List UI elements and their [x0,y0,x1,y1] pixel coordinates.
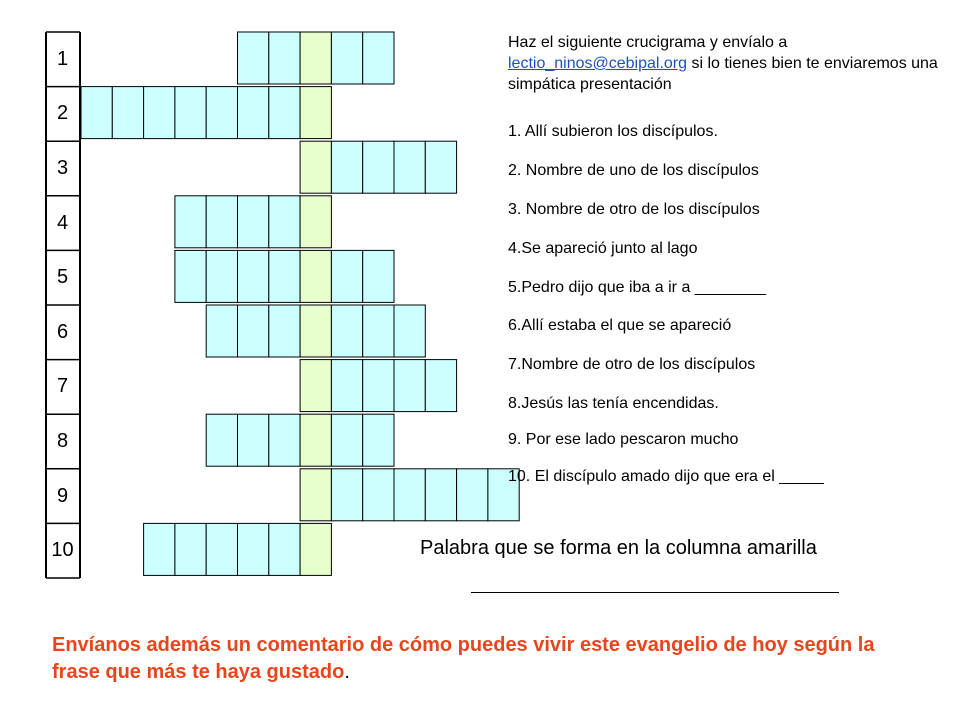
crossword-cell-r7-c11[interactable] [394,360,425,412]
crossword-cell-r6-c11[interactable] [394,305,425,357]
instructions-before-email: Haz el siguiente crucigrama y envíalo a [508,34,788,51]
clue-9: 9. Por ese lado pescaron mucho [508,431,739,448]
crossword-cell-r6-c10[interactable] [363,305,394,357]
footer-period: . [344,661,350,683]
row-number-7: 7 [56,375,69,398]
row-number-6: 6 [56,320,69,343]
crossword-cell-r8-c6[interactable] [238,414,269,466]
crossword-cell-r1-c9[interactable] [331,32,362,84]
crossword-cell-r4-c4[interactable] [175,196,206,248]
email-link[interactable]: lectio_ninos@cebipal.org [508,55,688,72]
crossword-cell-r1-c7[interactable] [269,32,300,84]
crossword-cell-r9-c12[interactable] [425,469,456,521]
crossword-cell-r10-c5[interactable] [206,523,237,575]
crossword-cell-r10-c3[interactable] [144,523,175,575]
row-number-10: 10 [51,539,74,562]
crossword-cell-r3-c9[interactable] [331,141,362,193]
row-number-8: 8 [56,429,69,452]
crossword-cell-r2-c8[interactable] [300,87,331,139]
footer-text: Envíanos además un comentario de cómo puedes vivir este evangelio de hoy según la frase que más te haya gustado [52,634,875,683]
crossword-cell-r3-c8[interactable] [300,141,331,193]
crossword-cell-r7-c8[interactable] [300,360,331,412]
clue-4: 4.Se apareció junto al lago [508,240,698,257]
clue-10: 10. El discípulo amado dijo que era el _____ [508,468,824,485]
crossword-cell-r2-c4[interactable] [175,87,206,139]
crossword-cell-r2-c7[interactable] [269,87,300,139]
clue-7: 7.Nombre de otro de los discípulos [508,356,756,373]
crossword-cell-r9-c10[interactable] [363,469,394,521]
crossword-cell-r7-c9[interactable] [331,360,362,412]
crossword-cell-r6-c8[interactable] [300,305,331,357]
footer-message [52,632,912,686]
crossword-cell-r2-c1[interactable] [81,87,112,139]
crossword-cell-r8-c10[interactable] [363,414,394,466]
crossword-cell-r9-c9[interactable] [331,469,362,521]
clue-8: 8.Jesús las tenía encendidas. [508,395,719,412]
crossword-cell-r4-c7[interactable] [269,196,300,248]
crossword-cell-r10-c7[interactable] [269,523,300,575]
crossword-cell-r8-c9[interactable] [331,414,362,466]
crossword-cell-r9-c13[interactable] [457,469,488,521]
row-number-9: 9 [56,484,69,507]
crossword-cell-r9-c8[interactable] [300,469,331,521]
crossword-cell-r5-c4[interactable] [175,250,206,302]
crossword-cell-r10-c8[interactable] [300,523,331,575]
crossword-cell-r3-c12[interactable] [425,141,456,193]
clue-6: 6.Allí estaba el que se apareció [508,317,732,334]
crossword-cell-r2-c2[interactable] [112,87,143,139]
instructions-after-email: si lo tienes bien te enviaremos una simpática presentación [508,55,938,93]
answer-label: Palabra que se forma en la columna amarilla [420,537,817,559]
answer-blank-line[interactable] [471,592,839,593]
clue-1: 1. Allí subieron los discípulos. [508,123,718,140]
crossword-cell-r2-c3[interactable] [144,87,175,139]
crossword-cell-r8-c5[interactable] [206,414,237,466]
row-number-4: 4 [56,211,69,234]
crossword-cell-r2-c5[interactable] [206,87,237,139]
crossword-cell-r5-c10[interactable] [363,250,394,302]
crossword-cell-r6-c9[interactable] [331,305,362,357]
clue-2: 2. Nombre de uno de los discípulos [508,162,759,179]
crossword-cell-r5-c8[interactable] [300,250,331,302]
crossword-cell-r6-c5[interactable] [206,305,237,357]
crossword-cell-r10-c4[interactable] [175,523,206,575]
crossword-cell-r9-c11[interactable] [394,469,425,521]
crossword-cell-r6-c6[interactable] [238,305,269,357]
crossword-cell-r5-c5[interactable] [206,250,237,302]
crossword-cell-r10-c6[interactable] [238,523,269,575]
row-number-5: 5 [56,266,69,289]
crossword-cell-r4-c6[interactable] [238,196,269,248]
crossword-cell-r4-c8[interactable] [300,196,331,248]
row-number-3: 3 [56,156,69,179]
crossword-cell-r3-c11[interactable] [394,141,425,193]
crossword-cell-r3-c10[interactable] [363,141,394,193]
clue-3: 3. Nombre de otro de los discípulos [508,201,760,218]
instructions-text [508,32,938,95]
crossword-cell-r1-c10[interactable] [363,32,394,84]
clue-5: 5.Pedro dijo que iba a ir a ________ [508,279,766,296]
crossword-cell-r5-c9[interactable] [331,250,362,302]
crossword-cell-r5-c6[interactable] [238,250,269,302]
crossword-cell-r8-c8[interactable] [300,414,331,466]
crossword-cell-r1-c6[interactable] [238,32,269,84]
crossword-cell-r6-c7[interactable] [269,305,300,357]
crossword-cell-r7-c12[interactable] [425,360,456,412]
crossword-cell-r4-c5[interactable] [206,196,237,248]
crossword-cell-r5-c7[interactable] [269,250,300,302]
crossword-cell-r8-c7[interactable] [269,414,300,466]
row-number-1: 1 [56,47,69,70]
crossword-cell-r2-c6[interactable] [238,87,269,139]
row-number-2: 2 [56,102,69,125]
crossword-cell-r7-c10[interactable] [363,360,394,412]
crossword-cell-r1-c8[interactable] [300,32,331,84]
